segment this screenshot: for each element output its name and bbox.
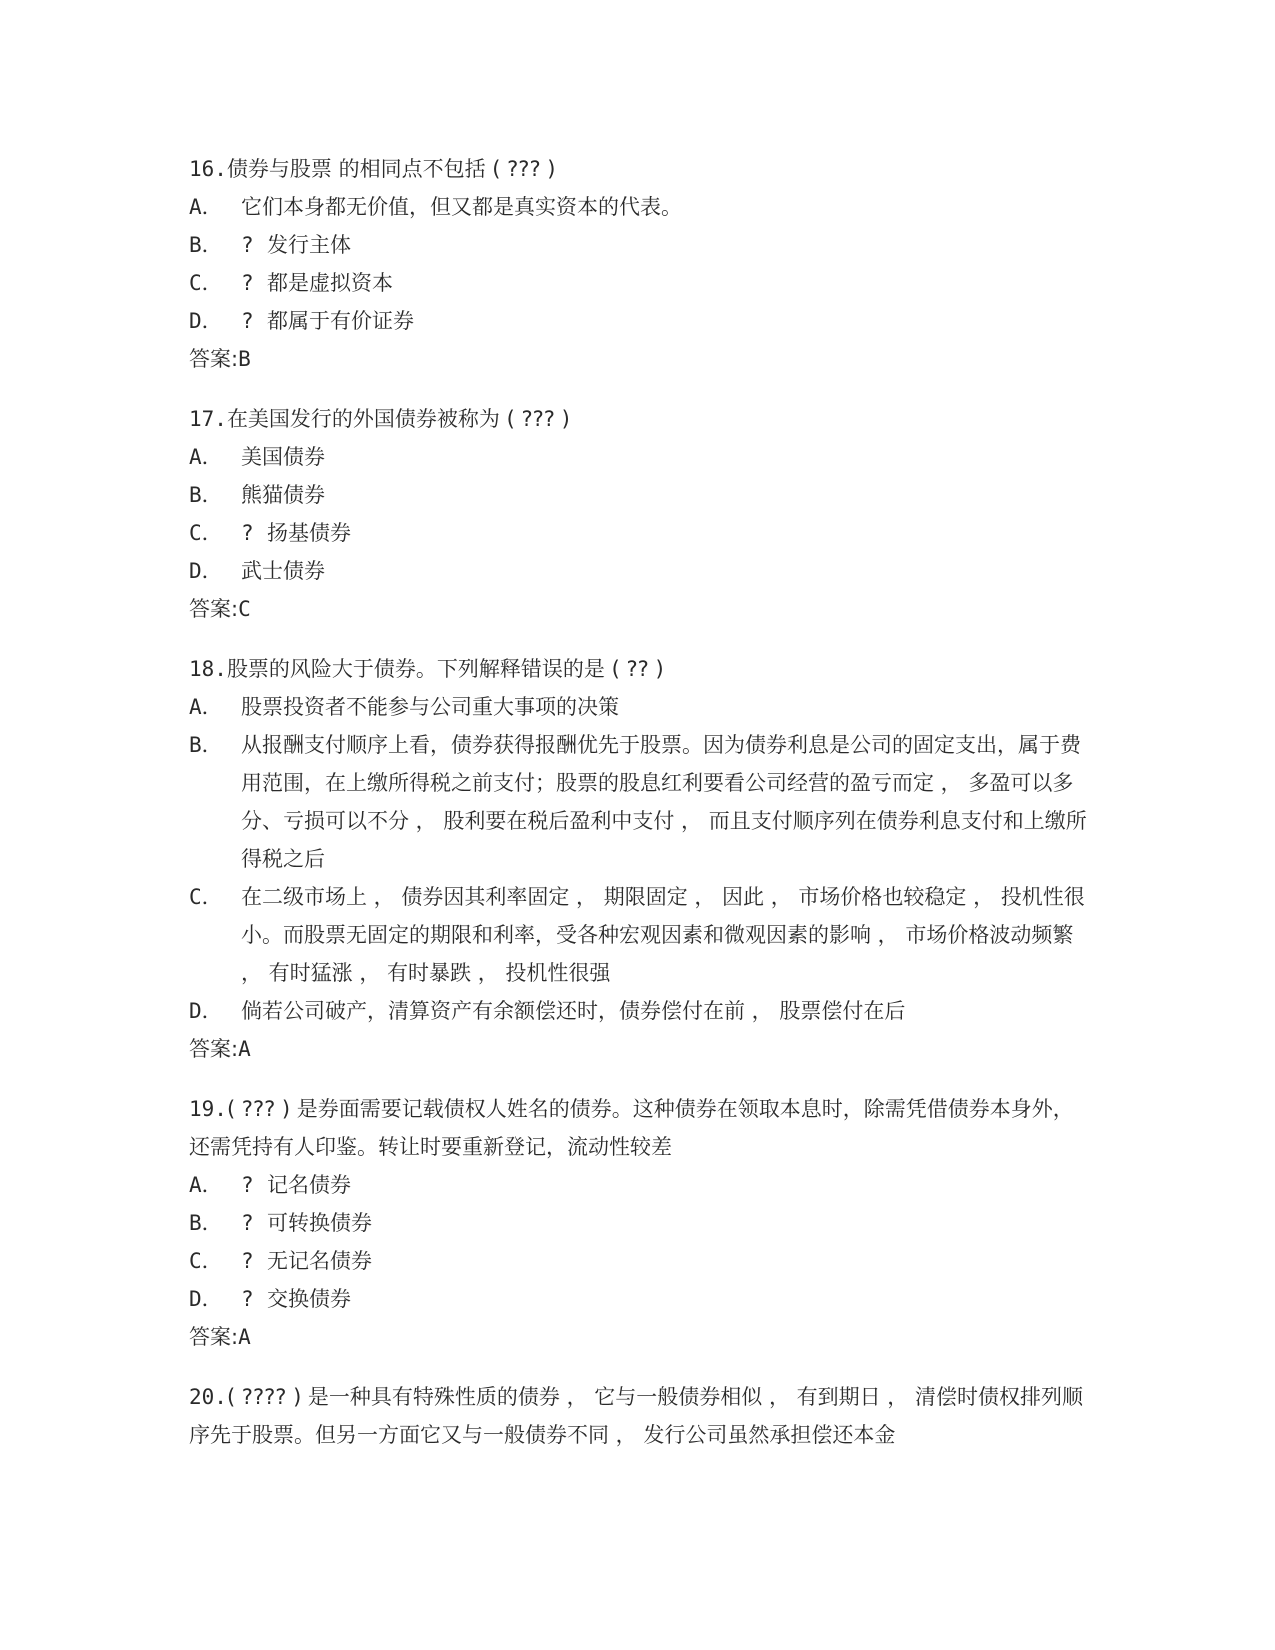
answer-line: [189, 340, 1089, 378]
question-title: [189, 150, 1089, 188]
option-c: [189, 264, 1089, 302]
option-letter: C．: [189, 1249, 223, 1273]
option-letter: B．: [189, 1211, 223, 1235]
option-mark: ?: [241, 233, 254, 257]
option-mark: ?: [241, 271, 254, 295]
question-17: [189, 400, 1089, 628]
question-19: [189, 1090, 1089, 1356]
answer-label: 答案:: [189, 597, 239, 621]
option-text: 都是虚拟资本: [267, 271, 393, 295]
option-b: [189, 476, 1089, 514]
option-letter: D．: [189, 999, 223, 1023]
option-b: [189, 1204, 1089, 1242]
answer-value: A: [238, 1037, 251, 1061]
question-title: [189, 400, 1089, 438]
option-text: 无记名债券: [267, 1249, 372, 1273]
option-c: [189, 514, 1089, 552]
question-text: 债券与股票 的相同点不包括 ( ??? ): [226, 157, 556, 181]
option-text: 可转换债券: [267, 1211, 372, 1235]
option-letter: C．: [189, 885, 223, 909]
answer-value: A: [238, 1325, 251, 1349]
option-c: [189, 878, 1089, 992]
option-letter: D．: [189, 309, 223, 333]
question-text: ( ??? ) 是券面需要记载债权人姓名的债券。这种债券在领取本息时，除需凭借债券本身外，还需凭持有人印鉴。转让时要重新登记，流动性较差: [189, 1097, 1074, 1159]
option-mark: ?: [241, 1211, 254, 1235]
option-text: 扬基债券: [267, 521, 351, 545]
answer-line: [189, 590, 1089, 628]
option-a: [189, 188, 1089, 226]
option-text: 都属于有价证券: [267, 309, 414, 333]
question-number: 17.: [189, 407, 227, 431]
option-mark: ?: [241, 521, 254, 545]
question-title: [189, 650, 1089, 688]
option-a: [189, 1166, 1089, 1204]
option-a: [189, 438, 1089, 476]
option-letter: B．: [189, 483, 223, 507]
option-text: 在二级市场上 ， 债券因其利率固定 ， 期限固定 ， 因此 ， 市场价格也较稳定 ， 投机性很小。而股票无固定的期限和利率，受各种宏观因素和微观因素的影响 ， 市场价格波动频繁 ， 有时猛涨 ， 有时暴跌 ， 投机性很强: [241, 885, 1085, 985]
question-number: 19.: [189, 1097, 227, 1121]
option-text: 发行主体: [267, 233, 351, 257]
question-text: ( ???? ) 是一种具有特殊性质的债券 ， 它与一般债券相似 ， 有到期日 ， 清偿时债权排列顺序先于股票。但另一方面它又与一般债券不同 ， 发行公司虽然承担偿还本金: [189, 1385, 1083, 1447]
answer-line: [189, 1030, 1089, 1068]
option-text: 美国债券: [241, 445, 325, 469]
question-20: [189, 1378, 1089, 1454]
option-mark: ?: [241, 309, 254, 333]
question-text: 股票的风险大于债券。下列解释错误的是 ( ?? ): [226, 657, 664, 681]
option-text: 武士债券: [241, 559, 325, 583]
answer-line: [189, 1318, 1089, 1356]
option-letter: A．: [189, 695, 223, 719]
option-mark: ?: [241, 1249, 254, 1273]
answer-value: B: [238, 347, 251, 371]
option-b: [189, 226, 1089, 264]
option-letter: A．: [189, 1173, 223, 1197]
answer-label: 答案:: [189, 347, 239, 371]
option-a: [189, 688, 1089, 726]
document-page: [189, 150, 1089, 1476]
question-number: 20.: [189, 1385, 227, 1409]
question-title: [189, 1090, 1089, 1166]
question-title: [189, 1378, 1089, 1454]
question-number: 18.: [189, 657, 227, 681]
option-b: [189, 726, 1089, 878]
option-d: [189, 992, 1089, 1030]
option-text: 记名债券: [267, 1173, 351, 1197]
option-text: 股票投资者不能参与公司重大事项的决策: [241, 695, 619, 719]
option-text: 倘若公司破产，清算资产有余额偿还时，债券偿付在前 ， 股票偿付在后: [241, 999, 906, 1023]
option-text: 熊猫债券: [241, 483, 325, 507]
question-number: 16.: [189, 157, 227, 181]
answer-label: 答案:: [189, 1325, 239, 1349]
option-letter: D．: [189, 1287, 223, 1311]
question-18: [189, 650, 1089, 1068]
option-mark: ?: [241, 1173, 254, 1197]
option-letter: A．: [189, 445, 223, 469]
option-text: 它们本身都无价值，但又都是真实资本的代表。: [241, 195, 682, 219]
option-d: [189, 552, 1089, 590]
option-letter: C．: [189, 521, 223, 545]
option-mark: ?: [241, 1287, 254, 1311]
option-d: [189, 1280, 1089, 1318]
option-letter: C．: [189, 271, 223, 295]
option-c: [189, 1242, 1089, 1280]
option-letter: A．: [189, 195, 223, 219]
answer-value: C: [238, 597, 251, 621]
option-text: 交换债券: [267, 1287, 351, 1311]
option-letter: D．: [189, 559, 223, 583]
option-d: [189, 302, 1089, 340]
option-letter: B．: [189, 233, 223, 257]
question-text: 在美国发行的外国债券被称为 ( ??? ): [226, 407, 570, 431]
question-16: [189, 150, 1089, 378]
answer-label: 答案:: [189, 1037, 239, 1061]
option-text: 从报酬支付顺序上看，债券获得报酬优先于股票。因为债券利息是公司的固定支出，属于费用范围，在上缴所得税之前支付；股票的股息红利要看公司经营的盈亏而定 ， 多盈可以多分、亏损可以不分 ， 股利要在税后盈利中支付 ， 而且支付顺序列在债券利息支付和上缴所得税之后: [241, 733, 1087, 871]
option-letter: B．: [189, 733, 223, 757]
